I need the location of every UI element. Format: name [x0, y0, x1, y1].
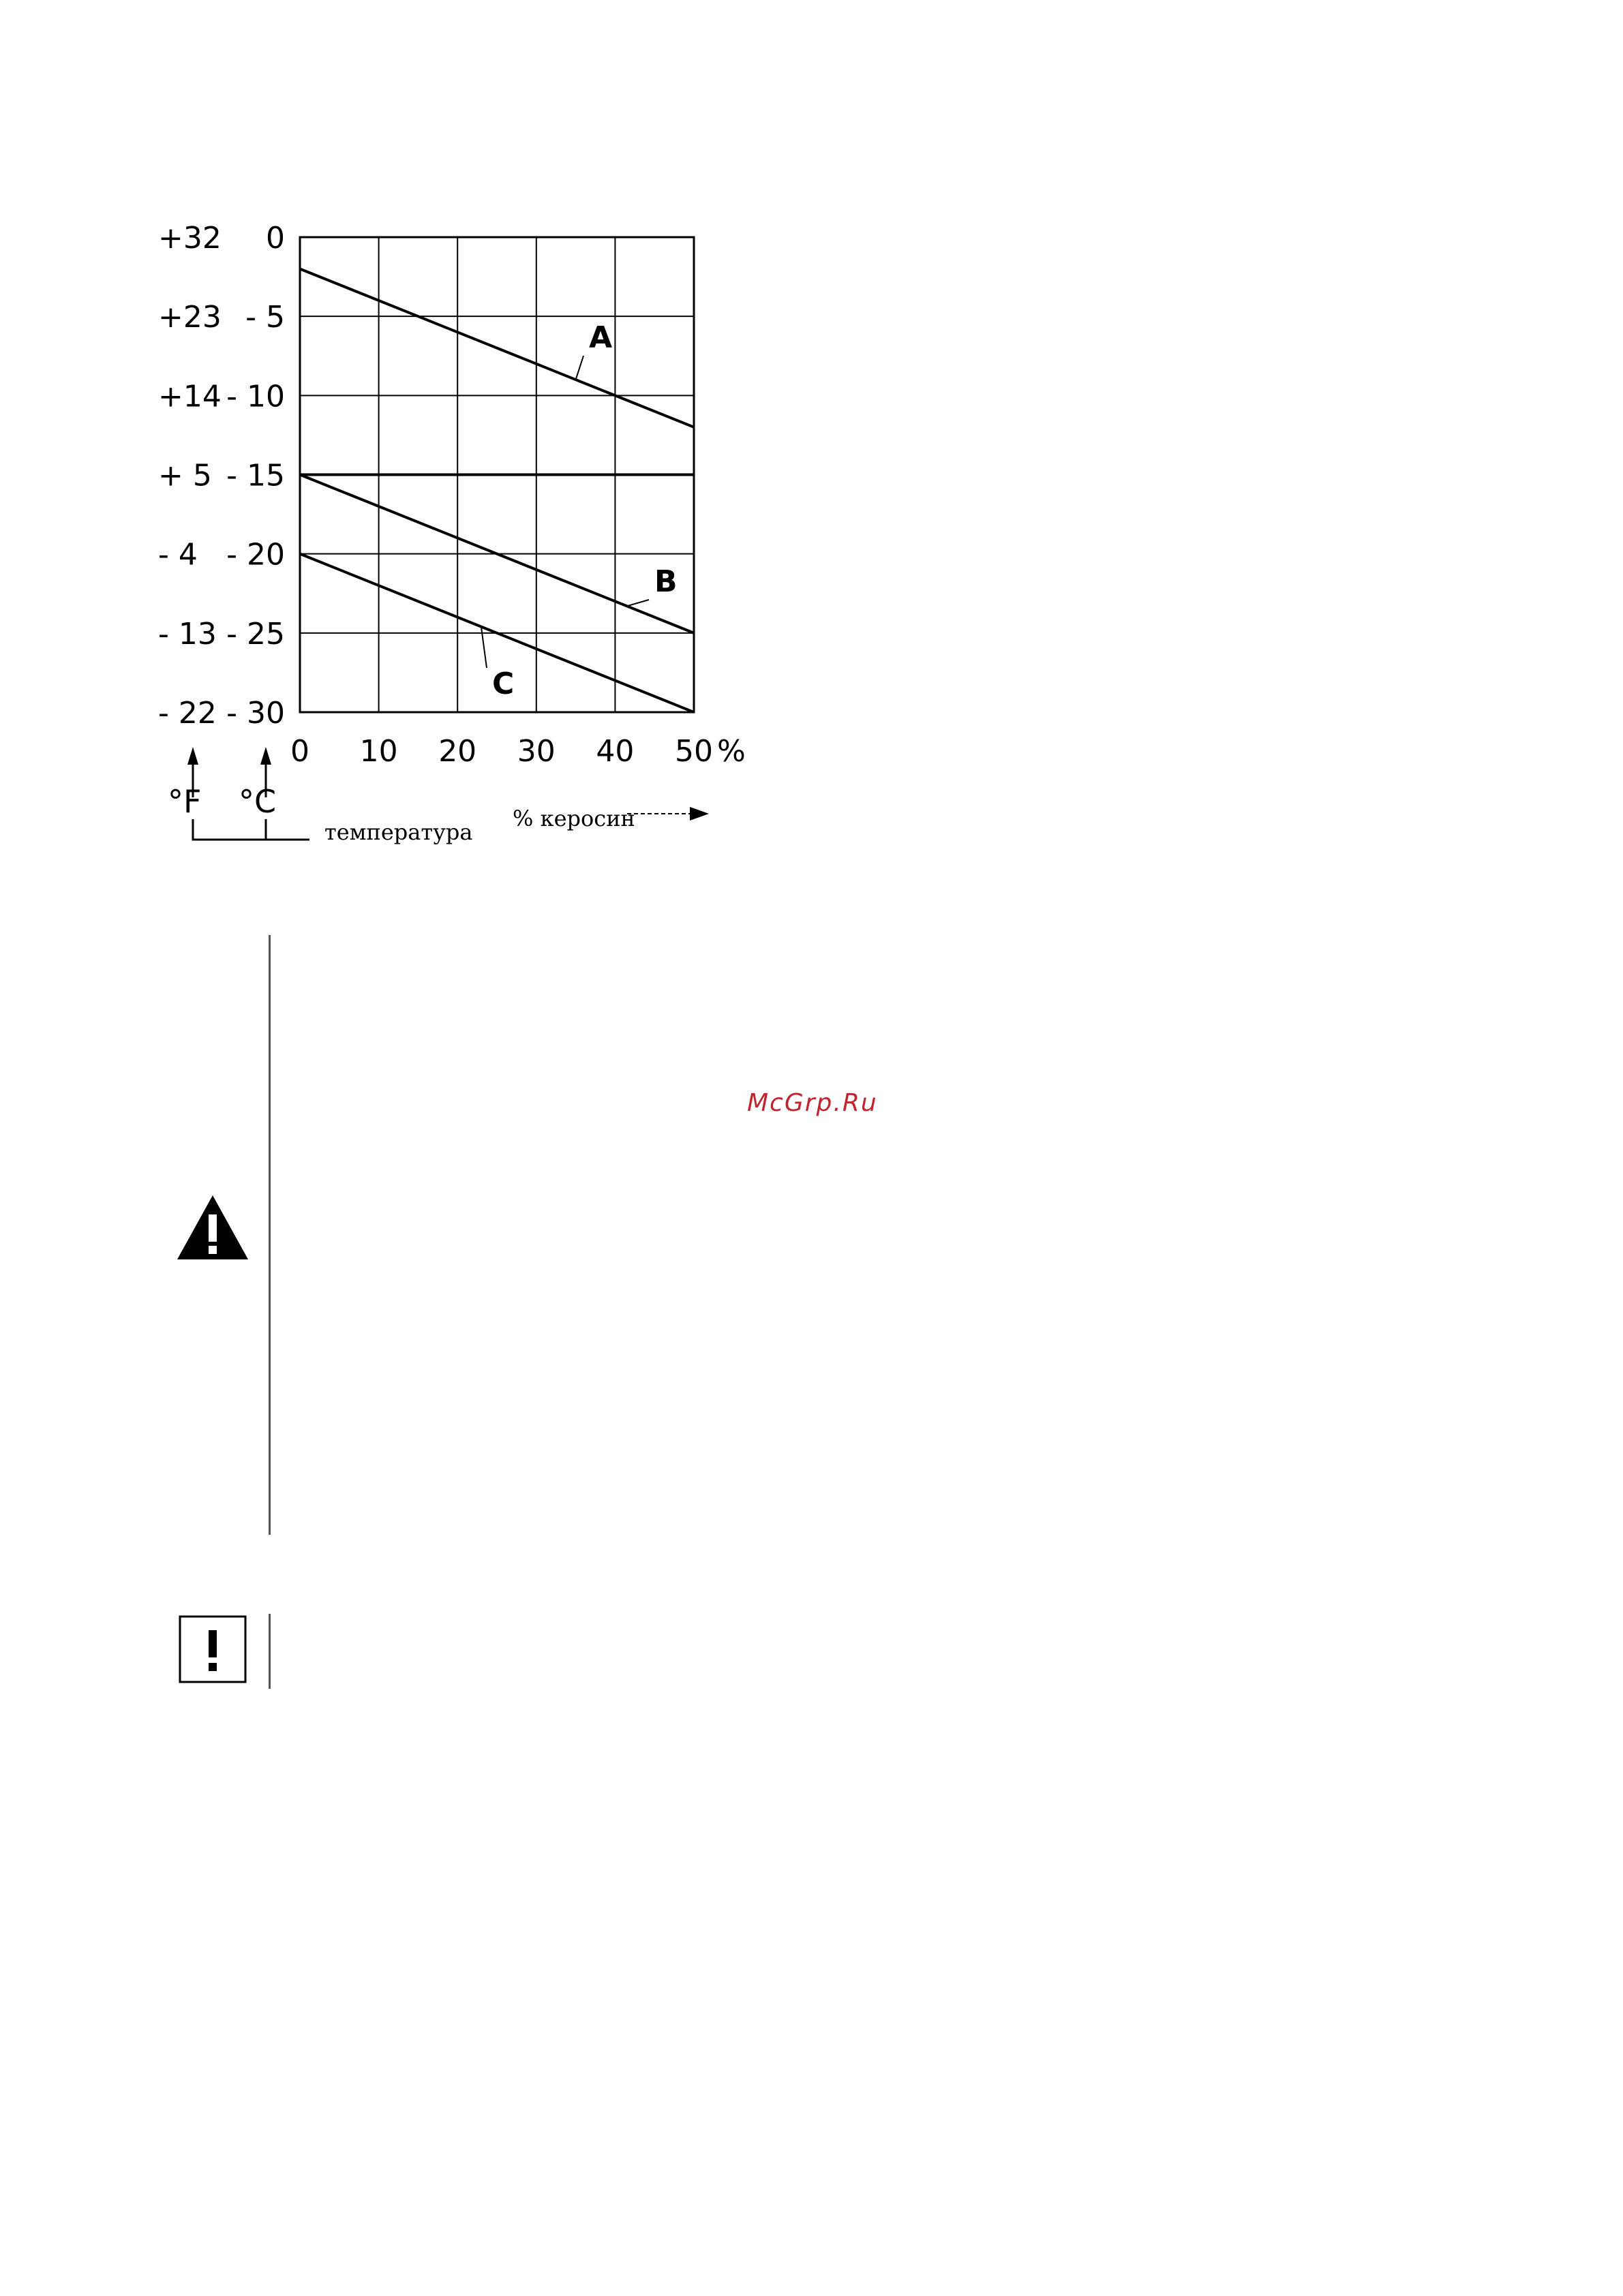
- x-unit-label: %: [717, 734, 746, 769]
- y-tick-label-c-6: - 30: [226, 696, 285, 731]
- unit-celsius: °C: [239, 783, 277, 820]
- x-tick-label-0: 0: [290, 734, 309, 769]
- y-tick-label-f-0: +32: [158, 221, 222, 256]
- chart-ticks: [158, 221, 746, 769]
- celsius-arrow-head: [260, 747, 271, 765]
- kerosene-temperature-chart: [0, 0, 1623, 886]
- y-tick-label-c-1: - 5: [245, 300, 285, 335]
- unit-bracket: [193, 819, 309, 840]
- x-tick-label-50: 50: [675, 734, 713, 769]
- series-line-A: [300, 269, 694, 427]
- y-tick-label-f-2: +14: [158, 379, 222, 414]
- series-label-B: B: [654, 564, 678, 599]
- y-tick-label-c-5: - 25: [226, 616, 285, 652]
- exclamation-box-icon: [179, 1615, 247, 1683]
- unit-fahrenheit: °F: [168, 783, 202, 820]
- y-tick-label-f-5: - 13: [158, 616, 217, 652]
- series-leader-B: [627, 600, 649, 606]
- x-tick-label-20: 20: [438, 734, 477, 769]
- y-axis-label: температура: [324, 819, 473, 845]
- y-tick-label-c-2: - 10: [226, 379, 285, 414]
- series-label-A: A: [589, 320, 613, 355]
- chart-series: [300, 269, 694, 712]
- series-label-C: C: [492, 667, 515, 701]
- x-axis-arrow-head: [690, 807, 709, 821]
- y-tick-label-c-0: 0: [266, 221, 285, 256]
- y-tick-label-c-4: - 20: [226, 537, 285, 572]
- series-leader-A: [576, 356, 583, 380]
- y-tick-label-f-6: - 22: [158, 696, 217, 731]
- x-tick-label-40: 40: [596, 734, 635, 769]
- y-tick-label-f-4: - 4: [158, 537, 198, 572]
- x-axis-label: % керосин: [513, 806, 635, 831]
- y-tick-label-f-3: + 5: [158, 458, 212, 493]
- notice-divider: [269, 935, 271, 1535]
- note-divider: [269, 1614, 271, 1689]
- x-tick-label-30: 30: [517, 734, 556, 769]
- chart-grid: [300, 237, 694, 712]
- y-tick-label-f-1: +23: [158, 300, 222, 335]
- x-tick-label-10: 10: [359, 734, 398, 769]
- y-tick-label-c-3: - 15: [226, 458, 285, 493]
- fahrenheit-arrow-head: [187, 747, 198, 765]
- watermark: McGrp.Ru: [747, 1089, 878, 1117]
- warning-triangle-icon: [176, 1194, 249, 1261]
